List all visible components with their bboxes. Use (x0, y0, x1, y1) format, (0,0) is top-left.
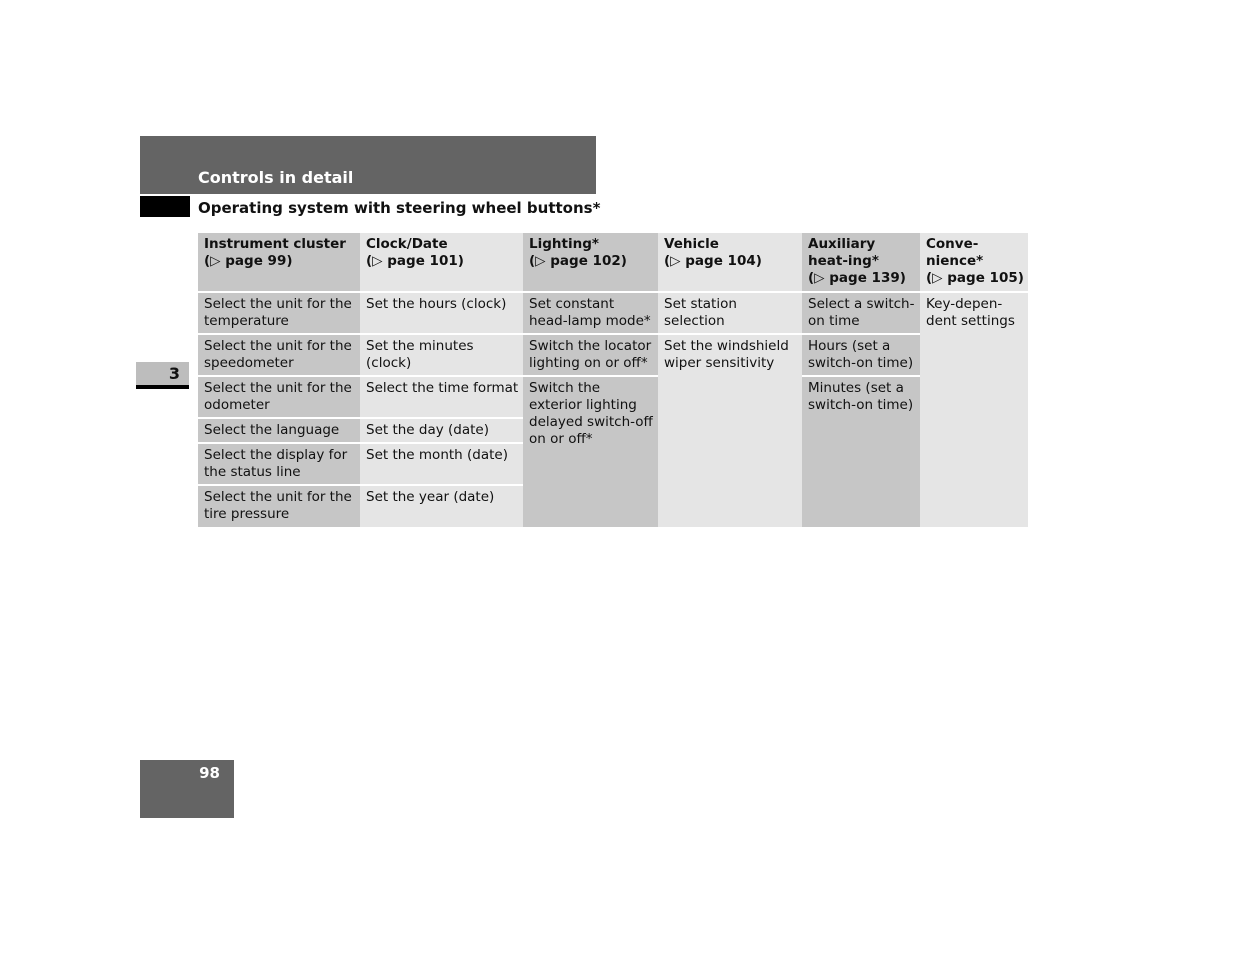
table-cell: Switch the locator lighting on or off* (523, 335, 658, 377)
page-number-box (140, 760, 234, 818)
page-reference: (▷ page 104) (664, 253, 762, 269)
settings-table (198, 233, 1028, 527)
table-cell: Key-depen-dent settings (926, 296, 1015, 329)
table-cell: Set the hours (clock) (360, 293, 523, 335)
column-header (658, 233, 802, 293)
column-header (802, 233, 920, 293)
section-title: Controls in detail (198, 168, 354, 187)
column-header (920, 233, 1028, 293)
table-cell: Select the unit for the odometer (198, 377, 360, 419)
page-reference: (▷ page 139) (808, 270, 906, 286)
page-reference: (▷ page 99) (204, 253, 293, 269)
column-vehicle (658, 233, 802, 527)
column-header (360, 233, 523, 293)
table-cell: Select a switch-on time (802, 293, 920, 335)
table-cell: Select the unit for the tire pressure (204, 489, 352, 522)
column-header-name: Conve-nience* (926, 236, 984, 269)
table-cell: Switch the exterior lighting delayed switch-off on or off* (529, 380, 653, 447)
page-reference: (▷ page 102) (529, 253, 627, 269)
table-cell: Set the windshield wiper sensitivity (664, 338, 789, 371)
table-cell: Select the unit for the temperature (198, 293, 360, 335)
section-marker (140, 196, 190, 217)
page-number: 98 (199, 764, 220, 782)
table-cell: Set the month (date) (360, 444, 523, 486)
column-lighting (523, 233, 658, 527)
table-cell: Select the time format (360, 377, 523, 419)
chapter-number: 3 (168, 364, 180, 383)
section-header-band (140, 136, 596, 194)
table-cell: Set constant head-lamp mode* (523, 293, 658, 335)
column-header (198, 233, 360, 293)
table-cell: Minutes (set a switch-on time) (808, 380, 914, 413)
page-subtitle: Operating system with steering wheel buttons* (198, 199, 601, 217)
page-reference: (▷ page 101) (366, 253, 464, 269)
table-cell: Set the minutes (clock) (360, 335, 523, 377)
column-header-name: Vehicle (664, 236, 719, 252)
column-header-name: Lighting* (529, 236, 599, 252)
table-cell: Select the unit for the speedometer (198, 335, 360, 377)
table-cell: Set station selection (658, 293, 802, 335)
column-header-name: Auxiliary heat-ing* (808, 236, 879, 269)
column-clock-date (360, 233, 523, 527)
table-cell: Select the language (198, 419, 360, 444)
table-cell: Hours (set a switch-on time) (802, 335, 920, 377)
table-cell: Select the display for the status line (198, 444, 360, 486)
chapter-tab (136, 362, 189, 389)
column-header (523, 233, 658, 293)
column-header-name: Instrument cluster (204, 236, 346, 252)
column-header-name: Clock/Date (366, 236, 448, 252)
column-auxiliary-heating (802, 233, 920, 527)
table-cell: Set the year (date) (366, 489, 495, 505)
page-reference: (▷ page 105) (926, 270, 1024, 286)
column-convenience (920, 233, 1028, 527)
column-instrument-cluster (198, 233, 360, 527)
table-cell: Set the day (date) (360, 419, 523, 444)
